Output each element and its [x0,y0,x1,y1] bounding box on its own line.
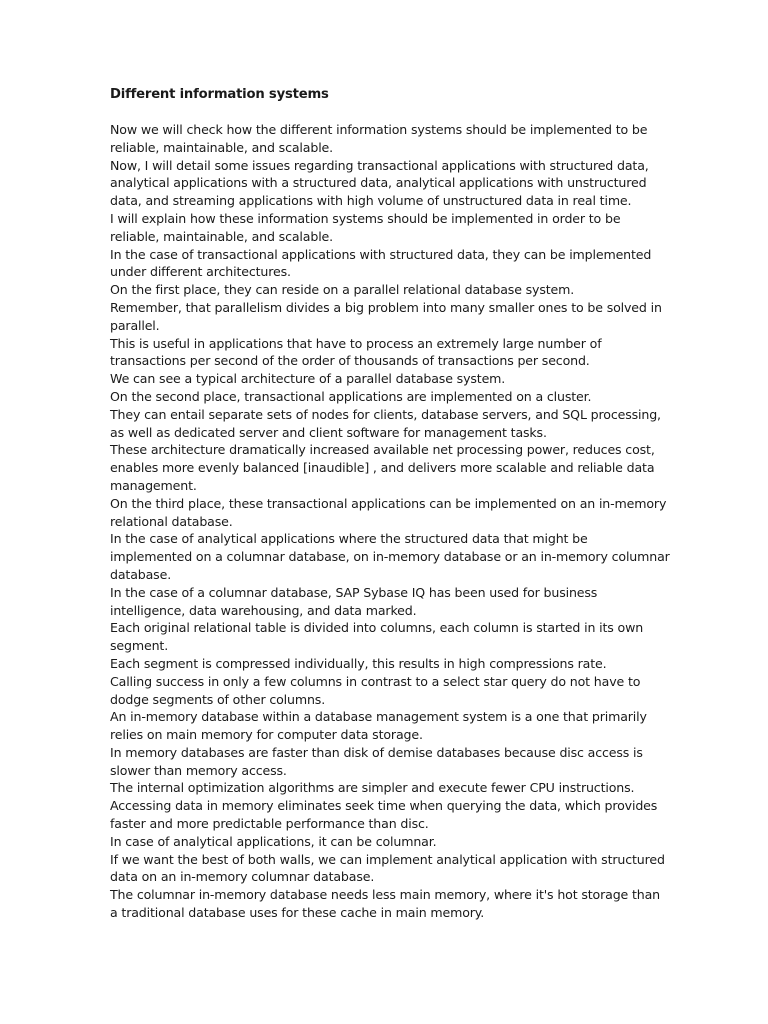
paragraph: In the case of a columnar database, SAP Sybase IQ has been used for business intelligence, data warehousing, and data marked. [110,584,598,618]
document-body [110,121,670,922]
paragraph: On the third place, these transactional applications can be implemented on an in-memory relational database. [110,495,667,529]
paragraph: I will explain how these information systems should be implemented in order to be reliable, maintainable, and scalable. [110,210,621,244]
paragraph: Accessing data in memory eliminates seek time when querying the data, which provides faster and more predictable performance than disc. [110,798,658,832]
paragraph: Now, I will detail some issues regarding transactional applications with structured data, analytical applications with a structured data, analytical applications with unstructured data, and streaming applications with high volume of unstructured data in real time. [110,157,649,209]
paragraph: We can see a typical architecture of a parallel database system. [110,371,506,387]
paragraph: The columnar in-memory database needs less main memory, where it's hot storage than a traditional database uses for these cache in main memory. [110,887,661,921]
paragraph: Now we will check how the different information systems should be implemented to be reliable, maintainable, and scalable. [110,122,648,155]
paragraph: This is useful in applications that have to process an extremely large number of transactions per second of the order of thousands of transactions per second. [110,335,602,369]
paragraph: Calling success in only a few columns in contrast to a select star query do not have to dodge segments of other columns. [110,673,641,707]
paragraph: The internal optimization algorithms are simpler and execute fewer CPU instructions. [110,780,635,796]
paragraph: In memory databases are faster than disk of demise databases because disc access is slower than memory access. [110,744,643,778]
paragraph: These architecture dramatically increased available net processing power, reduces cost, enables more evenly balanced [inaudible] , and delivers more scalable and reliable data management. [110,442,655,493]
paragraph: In case of analytical applications, it can be columnar. [110,833,437,849]
paragraph: They can entail separate sets of nodes for clients, database servers, and SQL processing, as well as dedicated server and client software for management tasks. [110,406,661,440]
paragraph: An in-memory database within a database management system is a one that primarily relies on main memory for computer data storage. [110,709,647,743]
paragraph: Remember, that parallelism divides a big problem into many smaller ones to be solved in parallel. [110,299,662,333]
document-title: Different information systems [110,87,329,102]
document-page [110,86,670,922]
paragraph: In the case of transactional applications with structured data, they can be implemented under different architectures. [110,246,652,280]
paragraph: On the first place, they can reside on a parallel relational database system. [110,282,575,298]
paragraph: In the case of analytical applications where the structured data that might be implemented on a columnar database, on in-memory database or an in-memory columnar database. [110,531,670,582]
paragraph: On the second place, transactional applications are implemented on a cluster. [110,388,592,404]
paragraph: If we want the best of both walls, we can implement analytical application with structured data on an in-memory columnar database. [110,851,665,885]
paragraph: Each segment is compressed individually, this results in high compressions rate. [110,655,607,671]
paragraph: Each original relational table is divided into columns, each column is started in its own segment. [110,620,644,654]
